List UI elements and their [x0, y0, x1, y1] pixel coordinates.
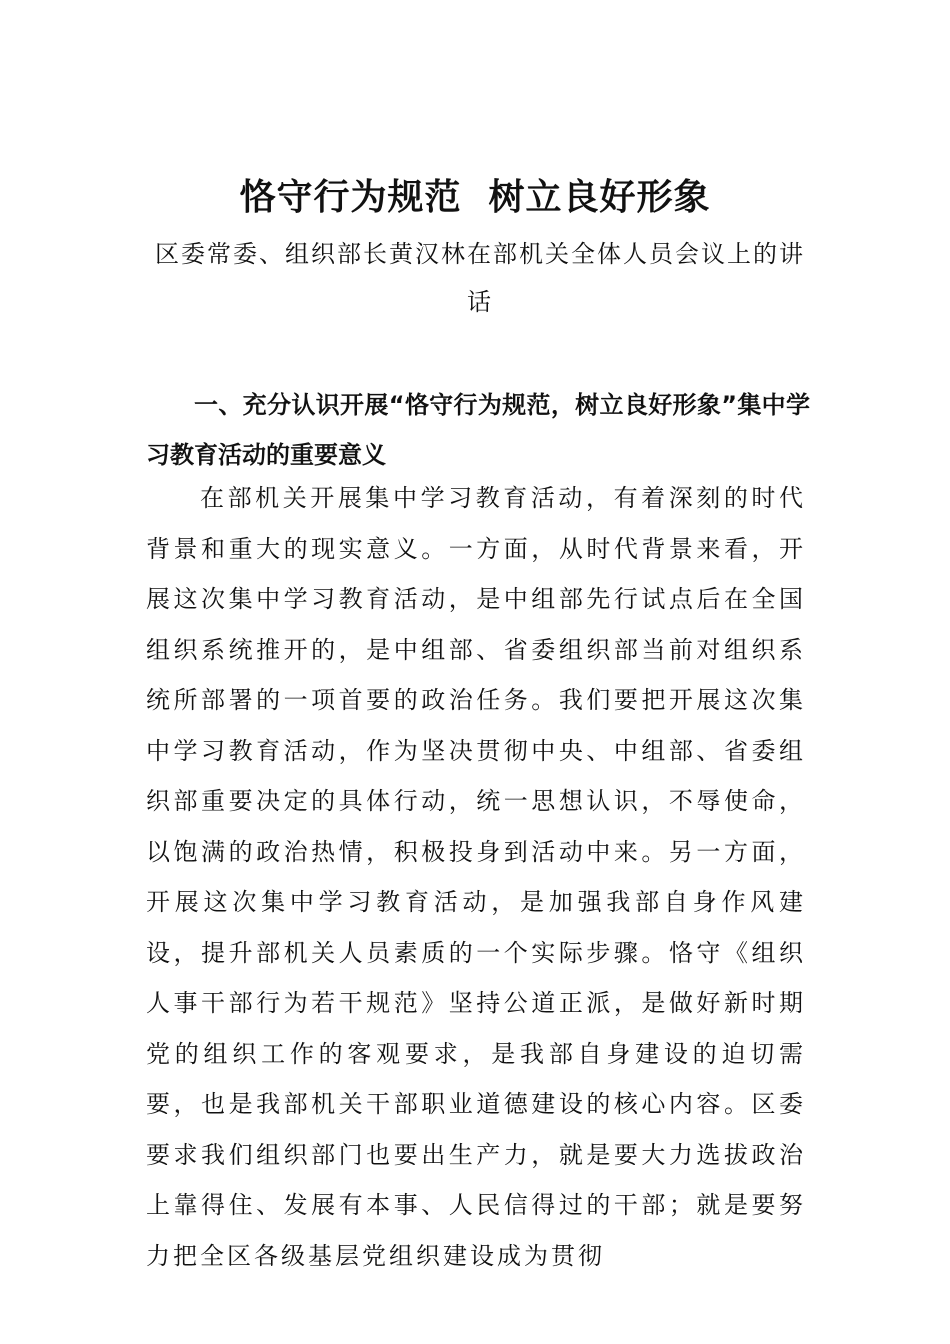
document-subtitle: 区委常委、组织部长黄汉林在部机关全体人员会议上的讲话	[155, 240, 805, 316]
body-paragraph: 在部机关开展集中学习教育活动，有着深刻的时代背景和重大的现实意义。一方面，从时代背景来看，开展这次集中学习教育活动，是中组部先行试点后在全国组织系统推开的，是中组部、省委组织部当前对组织系统所部署的一项首要的政治任务。我们要把开展这次集中学习教育活动，作为坚决贯彻中央、中组部、省委组织部重要决定的具体行动，统一思想认识，不辱使命，以饱满的政治热情，积极投身到活动中来。另一方面，开展这次集中学习教育活动，是加强我部自身作风建设，提升部机关人员素质的一个实际步骤。恪守《组织人事干部行为若干规范》坚持公道正派，是做好新时期党的组织工作的客观要求，是我部自身建设的迫切需要，也是我部机关干部职业道德建设的核心内容。区委要求我们组织部门也要出生产力，就是要大力选拔政治上靠得住、发展有本事、人民信得过的干部；就是要努力把全区各级基层党组织建设成为贯彻	[146, 484, 806, 1270]
document-title: 恪守行为规范 树立良好形象	[239, 176, 711, 218]
section-heading: 一、充分认识开展“恪守行为规范，树立良好形象”集中学习教育活动的重要意义	[146, 391, 810, 469]
